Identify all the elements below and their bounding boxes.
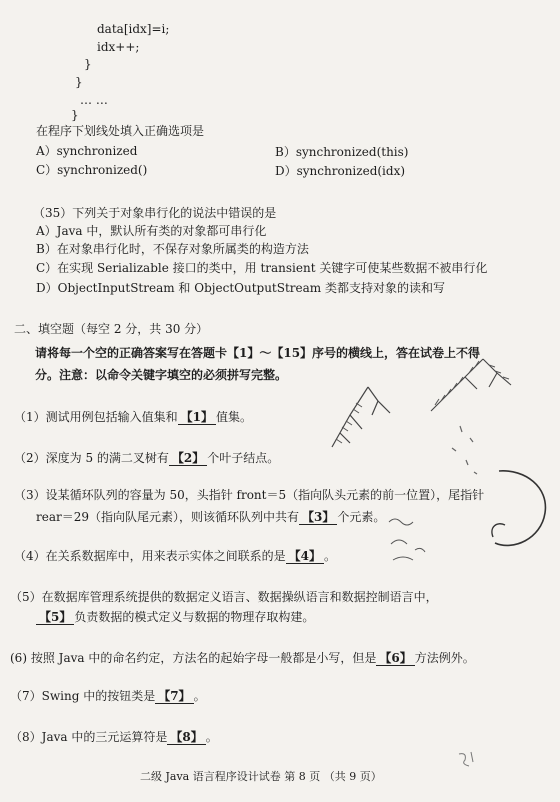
code-line: data[idx]=i; [97,22,170,36]
fill-question-4 [14,549,336,564]
fill-question-3-cont [36,510,385,525]
code-line: idx++; [97,40,140,54]
answer-blank: 【2】 [169,451,207,466]
option-d: D）ObjectInputStream 和 ObjectOutputStream 类都支持对象的读和写 [36,281,445,295]
question-35: （35）下列关于对象串行化的说法中错误的是 [33,206,277,220]
option-d: D）synchronized(idx) [275,164,406,178]
page-footer: 二级 Java 语言程序设计试卷 第 8 页 （共 9 页） [140,770,382,783]
fill-question-1 [14,410,252,425]
question-text: 值集。 [216,410,253,424]
scribble-marks [385,510,445,570]
fill-question-2 [14,451,279,466]
question-text: （8）Java 中的三元运算符是 [10,730,168,744]
answer-blank: 【1】 [178,410,216,425]
code-brace: } [84,57,92,71]
question-text: 负责数据的模式定义与数据的物理存取构建。 [74,610,315,624]
question-text: 个叶子结点。 [207,451,280,465]
pencil-marks [440,420,480,480]
answer-blank: 【4】 [286,549,324,564]
question-text: 。 [205,730,218,744]
question-text: （7）Swing 中的按钮类是 [10,689,156,703]
fill-question-5-cont [36,610,314,625]
section-heading: 二、填空题（每空 2 分，共 30 分） [14,322,209,336]
tree-sketch-left [320,385,400,460]
answer-blank: 【3】 [299,510,337,525]
instructions: 请将每一个空的正确答案写在答题卡【1】～【15】序号的横线上，答在试卷上不得 [35,346,481,360]
tree-sketch-right [425,355,525,415]
question-text: （4）在关系数据库中，用来表示实体之间联系的是 [14,549,286,563]
code-brace: } [75,75,83,89]
fill-question-7 [10,689,206,704]
answer-blank: 【5】 [36,610,74,625]
question-text: （2）深度为 5 的满二叉树有 [14,451,169,465]
question-text: (6) 按照 Java 中的命名约定，方法名的起始字母一般都是小写，但是 [10,651,377,665]
fill-question-5: （5）在数据库管理系统提供的数据定义语言、数据操纵语言和数据控制语言中， [10,590,438,604]
question-text: 。 [324,549,337,563]
question-text: 。 [193,689,206,703]
question-text: rear＝29（指向队尾元素），则该循环队列中共有 [36,510,299,524]
option-b: B）在对象串行化时，不保存对象所属类的构造方法 [36,242,309,256]
code-brace: } [71,108,79,122]
page-corner-mark [455,750,485,775]
fill-question-3: （3）设某循环队列的容量为 50，头指针 front＝5（指向队头元素的前一位置），尾指针 [14,488,485,502]
question-text: 方法例外。 [414,651,475,665]
answer-blank: 【8】 [167,730,205,745]
option-a: A）synchronized [36,144,138,158]
instructions: 分。注意：以命令关键字填空的必须拼写完整。 [35,368,288,382]
fill-question-8 [10,730,218,745]
option-c: C）synchronized() [36,163,148,177]
option-a: A）Java 中，默认所有类的对象都可串行化 [36,224,267,238]
answer-blank: 【6】 [376,651,414,666]
option-b: B）synchronized(this) [275,145,409,159]
option-c: C）在实现 Serializable 接口的类中，用 transient 关键字可使某些数据不被串行化 [36,261,488,275]
question-prompt: 在程序下划线处填入正确选项是 [36,124,205,138]
code-ellipsis: … … [80,93,108,107]
question-text: （1）测试用例包括输入值集和 [14,410,178,424]
curve-sketch [485,465,557,565]
question-text: 个元素。 [337,510,386,524]
answer-blank: 【7】 [155,689,193,704]
fill-question-6 [10,651,475,666]
